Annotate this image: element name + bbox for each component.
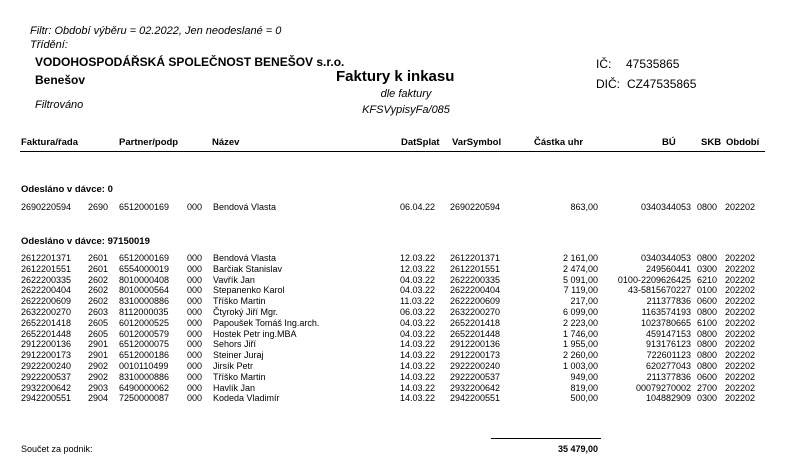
- cell-bu: 722601123: [646, 350, 691, 361]
- table-row: [0, 275, 787, 286]
- cell-skb: 2700: [697, 382, 718, 393]
- cell-nazev: Bendová Vlasta: [213, 202, 277, 212]
- cell-faktura: 2912200136: [21, 339, 72, 350]
- cell-nazev: Stepanenko Karol: [213, 285, 285, 296]
- table-row: [0, 393, 787, 404]
- cell-partner: 6512000075: [119, 339, 170, 350]
- cell-faktura: 2622200609: [21, 296, 72, 307]
- cell-varsymbol: 2622200404: [450, 285, 501, 296]
- cell-datsplat: 14.03.22: [400, 382, 436, 393]
- cell-bu: 0340344053: [640, 202, 691, 212]
- table-row: [0, 339, 787, 350]
- cell-rada: 2902: [88, 371, 109, 382]
- cell-bu: 00079270002: [635, 382, 691, 393]
- cell-nazev: Sehors Jiří: [213, 339, 257, 350]
- cell-nazev: Tříško Martin: [213, 296, 266, 307]
- dic-value: CZ47535865: [627, 77, 697, 91]
- cell-rada: 2605: [88, 328, 109, 339]
- cell-podp: 000: [187, 350, 203, 361]
- total-label: Součet za podnik:: [21, 444, 93, 454]
- cell-podp: 000: [187, 296, 203, 307]
- cell-podp: 000: [187, 328, 203, 339]
- cell-castka: 500,00: [570, 393, 598, 404]
- ic-value: 47535865: [626, 57, 680, 71]
- cell-varsymbol: 2612201551: [450, 263, 501, 274]
- cell-bu: 211377836: [646, 371, 691, 382]
- cell-castka: 949,00: [570, 371, 598, 382]
- cell-varsymbol: 2690220594: [450, 202, 501, 212]
- cell-skb: 0800: [697, 339, 718, 350]
- cell-datsplat: 14.03.22: [400, 371, 436, 382]
- table-row: [0, 318, 787, 329]
- col-datsplat: DatSplat: [401, 137, 440, 148]
- cell-obdobi: 202202: [725, 307, 756, 317]
- cell-partner: 8112000035: [119, 307, 169, 317]
- cell-nazev: Hostek Petr ing.MBA: [213, 328, 297, 339]
- report-subtitle: dle faktury: [380, 88, 432, 100]
- cell-nazev: Tříško Martin: [213, 371, 266, 382]
- cell-datsplat: 14.03.22: [400, 350, 436, 361]
- col-obdobi: Období: [726, 137, 760, 148]
- cell-partner: 8310000886: [119, 296, 170, 307]
- cell-rada: 2603: [88, 307, 109, 317]
- cell-faktura: 2932200642: [21, 382, 72, 393]
- cell-varsymbol: 2912200136: [450, 339, 501, 350]
- table-row: [0, 296, 787, 307]
- cell-partner: 6490000062: [119, 382, 170, 393]
- cell-varsymbol: 2912200173: [450, 350, 501, 361]
- cell-skb: 0600: [697, 371, 718, 382]
- cell-partner: 6512000186: [119, 350, 170, 361]
- company-name: VODOHOSPODÁŘSKÁ SPOLEČNOST BENEŠOV s.r.o.: [35, 55, 345, 69]
- cell-bu: 249560441: [645, 263, 691, 274]
- cell-varsymbol: 2622200335: [450, 274, 501, 285]
- cell-bu: 913176123: [645, 339, 691, 350]
- company-city: Benešov: [35, 73, 86, 87]
- cell-partner: 8010000408: [119, 274, 170, 285]
- cell-skb: 0800: [697, 361, 718, 371]
- cell-nazev: Jirsík Petr: [213, 361, 254, 371]
- col-bu: BÚ: [662, 137, 676, 148]
- cell-obdobi: 202202: [725, 274, 756, 285]
- cell-obdobi: 202202: [725, 393, 756, 404]
- cell-nazev: Steiner Juraj: [213, 350, 264, 361]
- cell-podp: 000: [187, 307, 203, 317]
- cell-obdobi: 202202: [725, 253, 756, 263]
- cell-skb: 0800: [697, 328, 718, 339]
- table-row: [0, 202, 787, 213]
- cell-varsymbol: 2612201371: [450, 253, 501, 263]
- cell-podp: 000: [187, 371, 203, 382]
- sort-line: Třídění:: [30, 39, 68, 51]
- cell-varsymbol: 2922200537: [450, 371, 501, 382]
- cell-obdobi: 202202: [725, 350, 756, 361]
- cell-obdobi: 202202: [725, 202, 756, 212]
- cell-partner: 8010000564: [119, 285, 170, 296]
- cell-skb: 0800: [697, 307, 718, 317]
- col-nazev: Název: [212, 137, 240, 148]
- report-code: KFSVypisyFa/085: [362, 104, 450, 116]
- cell-skb: 0300: [697, 393, 718, 404]
- cell-obdobi: 202202: [725, 285, 756, 296]
- cell-faktura: 2612201551: [21, 263, 72, 274]
- ic-label: IČ:: [596, 57, 612, 71]
- cell-faktura: 2652201448: [21, 328, 72, 339]
- cell-skb: 0300: [697, 263, 718, 274]
- cell-varsymbol: 2652201418: [450, 317, 501, 328]
- cell-faktura: 2690220594: [21, 202, 72, 212]
- cell-skb: 6210: [697, 274, 718, 285]
- cell-castka: 2 223,00: [562, 317, 598, 328]
- cell-faktura: 2622200335: [21, 274, 72, 285]
- cell-castka: 5 091,00: [562, 274, 598, 285]
- cell-podp: 000: [187, 317, 203, 328]
- cell-podp: 000: [187, 263, 203, 274]
- cell-obdobi: 202202: [725, 328, 756, 339]
- cell-varsymbol: 2622200609: [450, 296, 501, 307]
- table-row: [0, 285, 787, 296]
- cell-rada: 2602: [88, 296, 109, 307]
- cell-obdobi: 202202: [725, 371, 756, 382]
- filtered-label: Filtrováno: [35, 99, 84, 111]
- cell-castka: 863,00: [570, 202, 598, 212]
- cell-varsymbol: 2942200551: [450, 393, 501, 404]
- cell-rada: 2602: [88, 285, 109, 296]
- cell-podp: 000: [187, 339, 203, 350]
- cell-rada: 2901: [88, 350, 109, 361]
- cell-datsplat: 12.03.22: [400, 253, 436, 263]
- cell-obdobi: 202202: [725, 263, 756, 274]
- cell-obdobi: 202202: [725, 317, 756, 328]
- cell-rada: 2903: [88, 382, 109, 393]
- cell-datsplat: 04.03.22: [400, 317, 436, 328]
- col-castka: Částka uhr: [534, 137, 584, 148]
- dic-label: DIČ:: [596, 77, 620, 91]
- cell-bu: 0340344053: [640, 253, 691, 263]
- group-title: Odesláno v dávce: 97150019: [21, 236, 150, 247]
- cell-nazev: Barčiak Stanislav: [213, 263, 283, 274]
- cell-rada: 2690: [88, 202, 109, 212]
- cell-faktura: 2942200551: [21, 393, 72, 404]
- cell-castka: 1 003,00: [562, 361, 598, 371]
- cell-varsymbol: 2922200240: [450, 361, 501, 371]
- cell-skb: 0800: [697, 253, 718, 263]
- cell-podp: 000: [187, 202, 203, 212]
- cell-rada: 2601: [88, 263, 109, 274]
- col-skb: SKB: [701, 137, 722, 148]
- table-row: [0, 307, 787, 318]
- cell-castka: 7 119,00: [563, 285, 598, 296]
- cell-partner: 6012000579: [119, 328, 170, 339]
- table-row: [0, 253, 787, 264]
- cell-datsplat: 14.03.22: [400, 361, 436, 371]
- total-value: 35 479,00: [557, 444, 598, 454]
- cell-bu: 459147153: [645, 328, 691, 339]
- cell-podp: 000: [187, 382, 203, 393]
- cell-podp: 000: [187, 393, 203, 404]
- cell-bu: 43-5815670227: [627, 285, 691, 296]
- col-varsymbol: VarSymbol: [452, 137, 502, 148]
- cell-podp: 000: [187, 361, 203, 371]
- table-row: [0, 350, 787, 361]
- cell-partner: 6512000169: [119, 202, 170, 212]
- cell-podp: 000: [187, 274, 203, 285]
- cell-rada: 2901: [88, 339, 109, 350]
- cell-partner: 7250000087: [119, 393, 170, 404]
- table-row: [0, 372, 787, 383]
- cell-obdobi: 202202: [725, 296, 756, 307]
- cell-nazev: Bendová Vlasta: [213, 253, 277, 263]
- cell-partner: 6012000525: [119, 317, 170, 328]
- cell-castka: 217,00: [570, 296, 598, 307]
- report-title: Faktury k inkasu: [336, 68, 455, 85]
- cell-castka: 6 099,00: [562, 307, 598, 317]
- total-overline: [491, 438, 601, 439]
- cell-bu: 1163574193: [641, 307, 691, 317]
- cell-faktura: 2912200173: [21, 350, 72, 361]
- cell-nazev: Čtyroký Jiří Mgr.: [213, 307, 279, 317]
- cell-faktura: 2922200240: [21, 361, 72, 371]
- cell-skb: 0800: [697, 202, 718, 212]
- cell-rada: 2605: [88, 317, 109, 328]
- cell-obdobi: 202202: [725, 361, 756, 371]
- cell-faktura: 2652201418: [21, 317, 72, 328]
- cell-partner: 0010110499: [119, 361, 169, 371]
- table-row: [0, 329, 787, 340]
- cell-bu: 0100-2209626425: [617, 274, 691, 285]
- cell-datsplat: 14.03.22: [400, 393, 436, 404]
- col-faktura: Faktura/řada: [21, 137, 79, 148]
- cell-castka: 2 474,00: [562, 263, 598, 274]
- cell-obdobi: 202202: [725, 382, 756, 393]
- cell-skb: 0100: [697, 285, 718, 296]
- cell-rada: 2602: [88, 274, 109, 285]
- cell-faktura: 2622200404: [21, 285, 72, 296]
- cell-datsplat: 04.03.22: [400, 328, 436, 339]
- cell-datsplat: 04.03.22: [400, 285, 436, 296]
- cell-datsplat: 06.03.22: [400, 307, 436, 317]
- table-row: [0, 383, 787, 394]
- cell-partner: 6554000019: [119, 263, 170, 274]
- cell-varsymbol: 2632200270: [450, 307, 501, 317]
- cell-nazev: Vavřík Jan: [213, 274, 255, 285]
- cell-skb: 0800: [697, 350, 718, 361]
- cell-castka: 1 955,00: [562, 339, 598, 350]
- cell-datsplat: 12.03.22: [400, 263, 436, 274]
- col-partner: Partner/podp: [119, 137, 179, 148]
- filter-line: Filtr: Období výběru = 02.2022, Jen neodeslané = 0: [30, 25, 282, 37]
- group-title: Odesláno v dávce: 0: [21, 184, 113, 195]
- cell-varsymbol: 2652201448: [450, 328, 501, 339]
- cell-faktura: 2922200537: [21, 371, 72, 382]
- cell-datsplat: 14.03.22: [400, 339, 436, 350]
- cell-partner: 6512000169: [119, 253, 170, 263]
- cell-faktura: 2612201371: [21, 253, 72, 263]
- cell-rada: 2904: [88, 393, 109, 404]
- cell-nazev: Kodeda Vladimír: [213, 393, 280, 404]
- cell-castka: 819,00: [570, 382, 598, 393]
- cell-faktura: 2632200270: [21, 307, 72, 317]
- cell-rada: 2601: [88, 253, 109, 263]
- cell-bu: 211377836: [646, 296, 691, 307]
- header-underline: [20, 151, 765, 152]
- cell-castka: 2 260,00: [562, 350, 598, 361]
- cell-varsymbol: 2932200642: [450, 382, 501, 393]
- cell-datsplat: 06.04.22: [400, 202, 436, 212]
- table-row: [0, 361, 787, 372]
- cell-datsplat: 11.03.22: [400, 296, 435, 307]
- cell-castka: 1 746,00: [562, 328, 598, 339]
- cell-datsplat: 04.03.22: [400, 274, 436, 285]
- cell-bu: 104882909: [645, 393, 691, 404]
- cell-skb: 0600: [697, 296, 718, 307]
- cell-skb: 6100: [697, 317, 718, 328]
- cell-bu: 620277043: [645, 361, 691, 371]
- cell-bu: 1023780665: [640, 317, 691, 328]
- cell-podp: 000: [187, 253, 203, 263]
- cell-rada: 2902: [88, 361, 109, 371]
- cell-obdobi: 202202: [725, 339, 756, 350]
- table-row: [0, 264, 787, 275]
- cell-nazev: Papoušek Tomáš Ing.arch.: [213, 317, 320, 328]
- cell-partner: 8310000886: [119, 371, 170, 382]
- cell-nazev: Havlík Jan: [213, 382, 256, 393]
- cell-podp: 000: [187, 285, 203, 296]
- cell-castka: 2 161,00: [562, 253, 598, 263]
